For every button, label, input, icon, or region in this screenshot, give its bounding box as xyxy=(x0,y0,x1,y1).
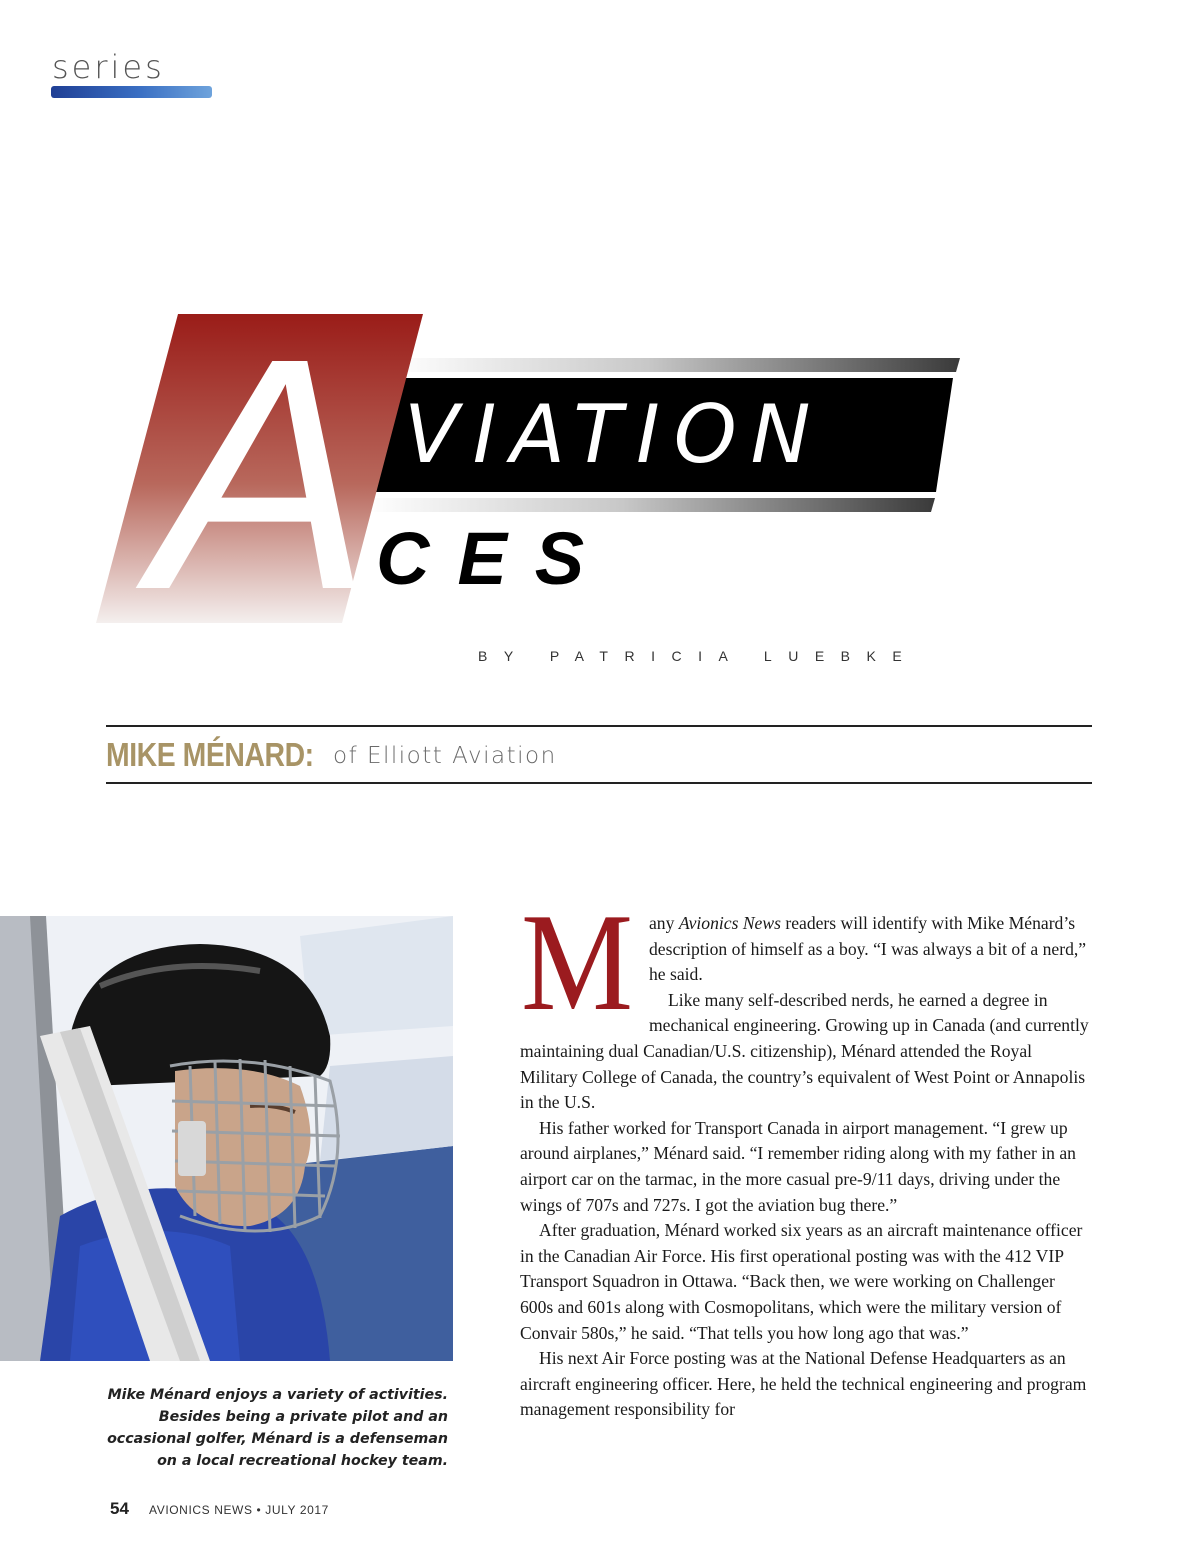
title-rule-top xyxy=(106,725,1092,727)
drop-cap: M xyxy=(521,885,634,1040)
profile-company-subtitle: of Elliott Aviation xyxy=(333,743,557,769)
series-accent-bar xyxy=(51,86,212,98)
logo-big-letter: A xyxy=(151,300,373,640)
logo-stripe-bottom xyxy=(366,498,935,512)
byline: BY PATRICIA LUEBKE xyxy=(478,648,919,664)
footer-publication: AVIONICS NEWS • JULY 2017 xyxy=(149,1503,329,1517)
article-paragraph-5: His next Air Force posting was at the National Defense Headquarters as an aircraft engineering officer. Here, he held the technical engineering and program management responsibility for xyxy=(520,1348,1087,1420)
article-p1-lead: any xyxy=(649,913,679,933)
article-paragraph-3: His father worked for Transport Canada in airport management. “I grew up around airplanes,” Ménard said. “I remember riding along with my father in an airport car on the tarmac, in the more casual pre-9/11 days, driving under the wings of 707s and 727s. I got the aviation bug there.” xyxy=(520,1117,1076,1215)
series-label: series xyxy=(52,48,165,86)
article-paragraph-4: After graduation, Ménard worked six years as an aircraft maintenance officer in the Canadian Air Force. His first operational posting was with the 412 VIP Transport Squadron in Ottawa. “Back then, we were working on Challenger 600s and 601s along with Cosmopolitans, which were the military version of Convair 580s,” he said. “That tells you how long ago that was.” xyxy=(520,1220,1083,1343)
aviation-aces-logo xyxy=(0,300,1200,640)
publication-name: Avionics News xyxy=(678,913,781,933)
logo-word-ces: CES xyxy=(376,517,613,600)
logo-stripe-top xyxy=(391,358,960,372)
article-body xyxy=(520,885,1092,1423)
logo-word-viation: VIATION xyxy=(404,388,825,481)
photo-caption: Mike Ménard enjoys a variety of activities. Besides being a private pilot and an occasional golfer, Ménard is a defenseman on a local recreational hockey team. xyxy=(107,1387,448,1469)
title-rule-bottom xyxy=(106,782,1092,784)
article-p1-rest: readers will identify with Mike Ménard’s description of himself as a boy. “I was always a bit of a nerd,” he said. xyxy=(649,913,1087,985)
page-number: 54 xyxy=(110,1499,129,1518)
hockey-player-photo xyxy=(0,916,453,1361)
profile-name-heading: MIKE MÉNARD: xyxy=(106,736,314,773)
article-paragraph-1 xyxy=(520,885,1092,1040)
article-paragraph-2: Like many self-described nerds, he earned a degree in mechanical engineering. Growing up in Canada (and currently maintaining dual Canadian/U.S. citizenship), Ménard attended the Royal Military College of Canada, the country’s equivalent of West Point or Annapolis in the U.S. xyxy=(520,989,1089,1113)
